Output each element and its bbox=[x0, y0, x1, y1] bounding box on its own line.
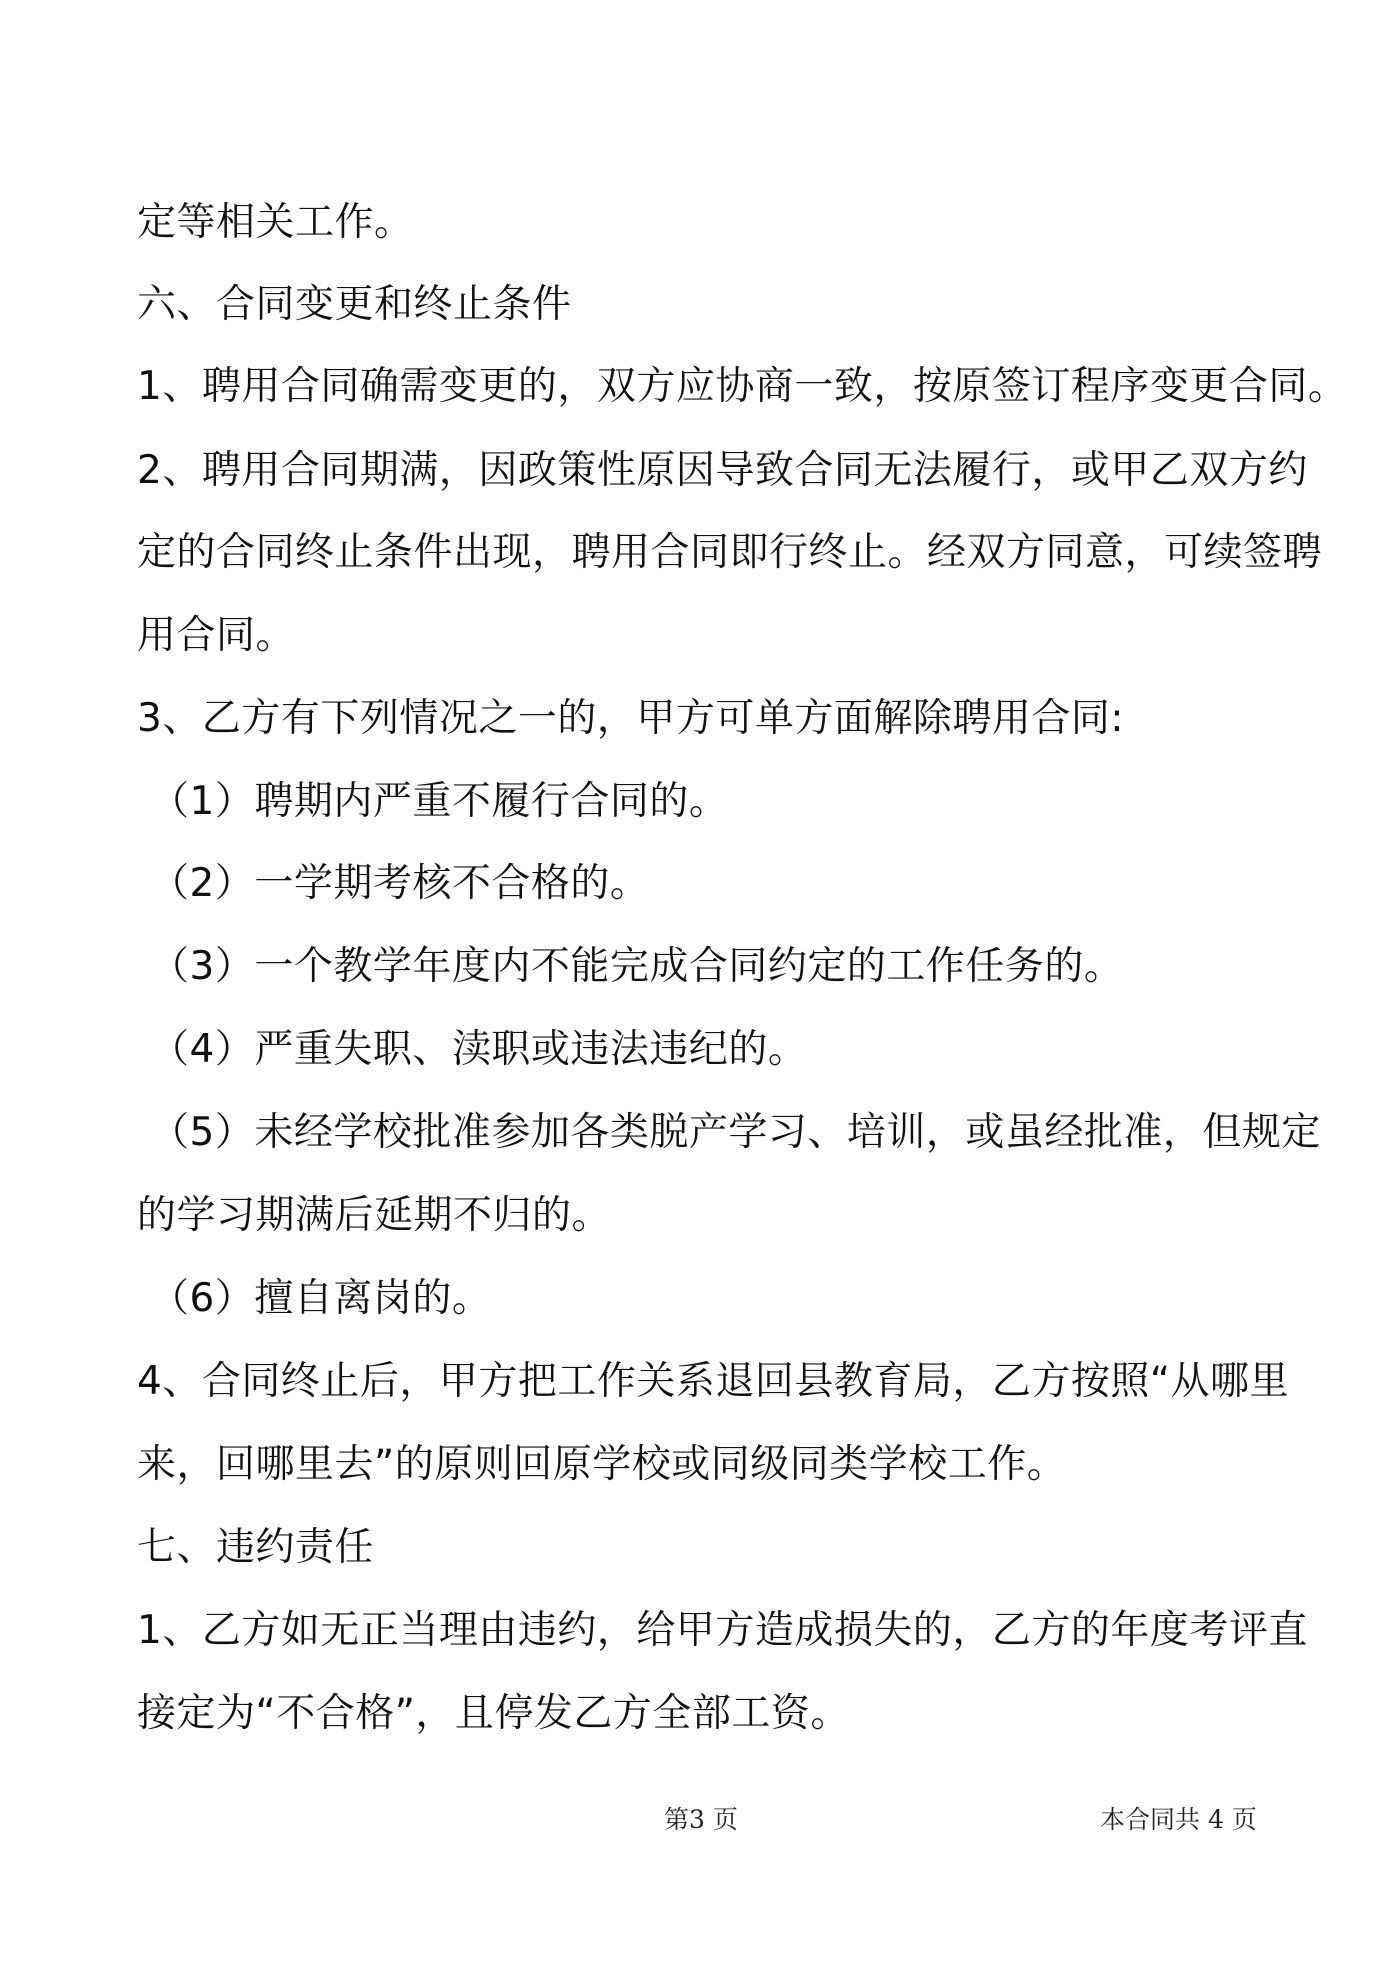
page-number: 第3 页 bbox=[664, 1805, 738, 1834]
section-heading: 六、合同变更和终止条件 bbox=[137, 282, 572, 327]
list-item: （4）严重失职、渎职或违法违纪的。 bbox=[150, 1027, 808, 1072]
section-heading: 七、违约责任 bbox=[137, 1525, 375, 1570]
text-line: 4、合同终止后，甲方把工作关系退回县教育局，乙方按照“从哪里 bbox=[137, 1359, 1290, 1404]
list-item: （6）擅自离岗的。 bbox=[150, 1276, 492, 1321]
text-line: 接定为“不合格”，且停发乙方全部工资。 bbox=[137, 1691, 850, 1736]
text-line: 1、乙方如无正当理由违约，给甲方造成损失的，乙方的年度考评直 bbox=[137, 1608, 1308, 1653]
text-line: 定等相关工作。 bbox=[137, 200, 414, 245]
text-line: 的学习期满后延期不归的。 bbox=[137, 1193, 612, 1238]
list-item: （2）一学期考核不合格的。 bbox=[150, 861, 650, 906]
total-pages: 本合同共 4 页 bbox=[1100, 1805, 1257, 1834]
text-line: 来，回哪里去”的原则回原学校或同级同类学校工作。 bbox=[137, 1442, 1067, 1487]
text-line: 定的合同终止条件出现，聘用合同即行终止。经双方同意，可续签聘 bbox=[137, 530, 1323, 575]
text-line: 用合同。 bbox=[137, 613, 296, 658]
text-line: 1、聘用合同确需变更的，双方应协商一致，按原签订程序变更合同。 bbox=[137, 364, 1348, 409]
list-item: （5）未经学校批准参加各类脱产学习、培训，或虽经批准，但规定 bbox=[150, 1110, 1321, 1155]
list-item: （3）一个教学年度内不能完成合同约定的工作任务的。 bbox=[150, 944, 1124, 989]
text-line: 2、聘用合同期满，因政策性原因导致合同无法履行，或甲乙双方约 bbox=[137, 448, 1308, 493]
list-item: （1）聘期内严重不履行合同的。 bbox=[150, 779, 729, 824]
text-line: 3、乙方有下列情况之一的，甲方可单方面解除聘用合同: bbox=[137, 696, 1124, 741]
